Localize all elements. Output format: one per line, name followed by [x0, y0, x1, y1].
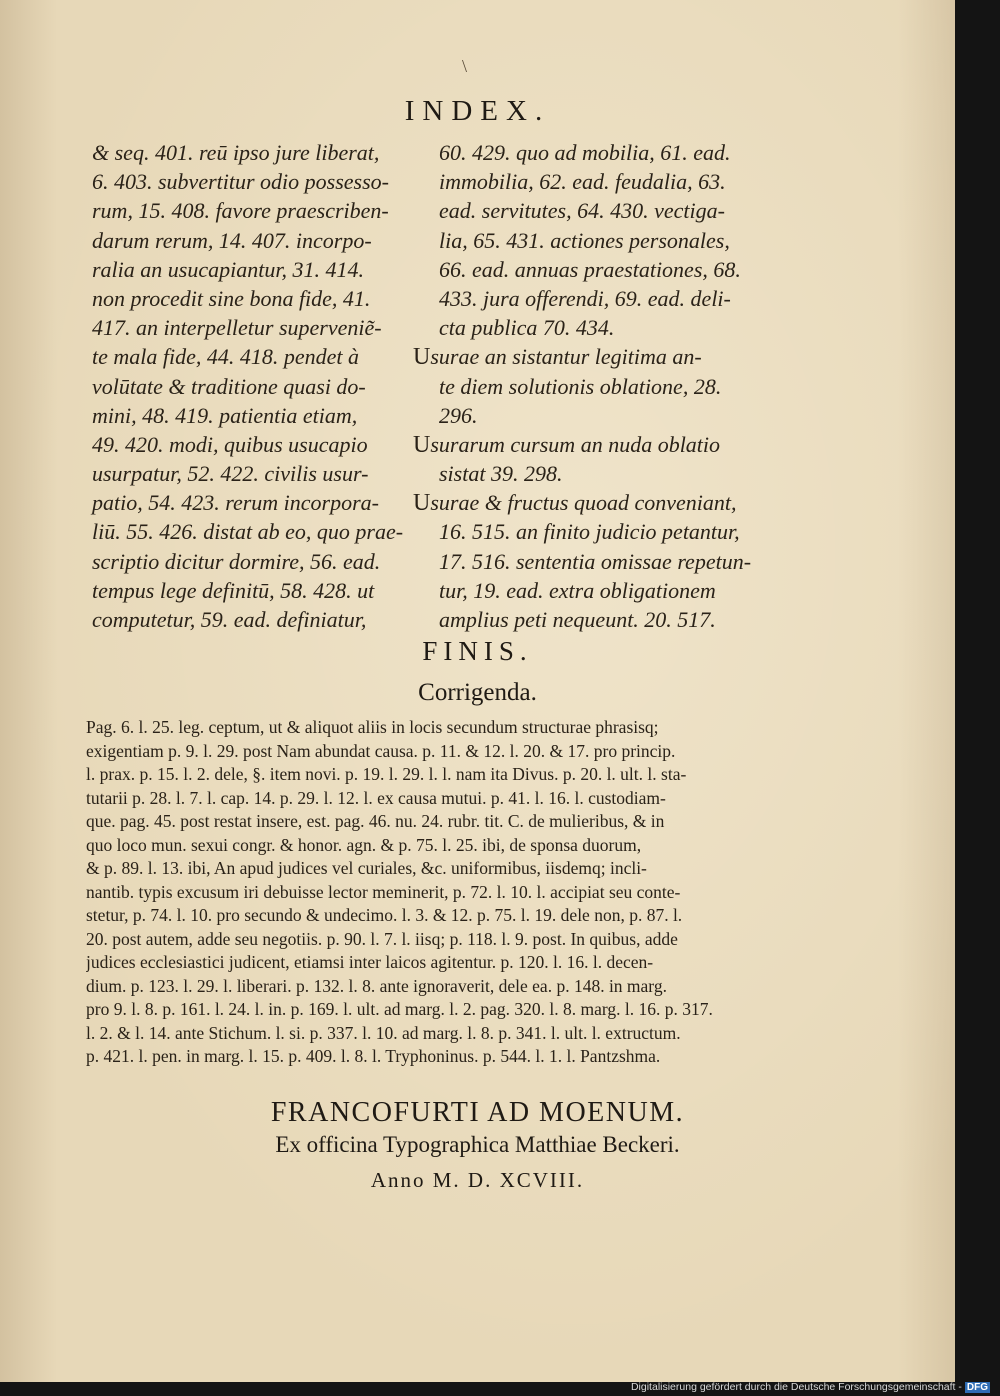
index-line: patio, 54. 423. rerum incorpora- — [92, 490, 380, 516]
imprint-printer: Ex officina Typographica Matthiae Beckeri. — [275, 1132, 680, 1157]
corrigenda-line: l. 2. & l. 14. ante Stichum. l. si. p. 337. l. 10. ad marg. l. 8. p. 341. l. ult. l. extructum. — [86, 1022, 681, 1043]
index-left-column — [92, 138, 404, 634]
imprint-year: Anno M. D. XCVIII. — [370, 1168, 585, 1192]
index-line: 16. 515. an finito judicio petantur, — [439, 519, 740, 545]
index-line: 417. an interpelletur supervenie͂- — [92, 315, 382, 341]
page-mark: \ — [462, 56, 468, 76]
index-line: computetur, 59. ead. definiatur, — [92, 607, 367, 632]
corrigenda-line: que. pag. 45. post restat insere, est. pag. 46. nu. 24. rubr. tit. C. de mulieribus, & in — [86, 811, 665, 831]
index-line: 66. ead. annuas praestationes, 68. — [439, 256, 741, 282]
index-line: mini, 48. 419. patientia etiam, — [92, 402, 358, 428]
finis-heading: FINIS. — [422, 636, 533, 666]
index-entry-heading: Usurae an sistantur legitima an- — [413, 344, 702, 371]
corrigenda-line: nantib. typis excusum iri debuisse lector meminerit, p. 72. l. 10. l. accipiat seu conte- — [86, 881, 681, 902]
corrigenda-line: pro 9. l. 8. p. 161. l. 24. l. in. p. 169. l. ult. ad marg. l. 2. pag. 320. l. 8. marg. l. 16. p. 317. — [86, 999, 713, 1019]
index-line: volūtate & traditione quasi do- — [92, 373, 366, 399]
digitization-credit — [631, 1381, 990, 1393]
index-line: 433. jura offerendi, 69. ead. deli- — [439, 285, 731, 311]
index-line: cta publica 70. 434. — [439, 315, 615, 341]
index-line: te mala fide, 44. 418. pendet à — [92, 344, 360, 370]
corrigenda-line: judices ecclesiastici judicent, etiamsi inter laicos agitentur. p. 120. l. 16. l. decen- — [86, 952, 654, 972]
index-line: sistat 39. 298. — [439, 461, 563, 487]
corrigenda-title: Corrigenda. — [418, 679, 537, 706]
corrigenda-line: 20. post autem, adde seu negotiis. p. 90. l. 7. l. iisq; p. 118. l. 9. post. In quibus, adde — [86, 928, 678, 949]
corrigenda-line: quo loco mun. sexui congr. & honor. agn. & p. 75. l. 25. ibi, de sponsa duorum, — [86, 834, 642, 855]
index-entry-heading: Usurae & fructus quoad conveniant, — [413, 490, 737, 517]
index-header: INDEX. — [404, 95, 551, 127]
index-line: te diem solutionis oblatione, 28. — [439, 373, 722, 399]
index-line: & seq. 401. reū ipso jure liberat, — [92, 140, 380, 165]
index-line: rum, 15. 408. favore praescriben- — [92, 198, 389, 224]
corrigenda-line: stetur, p. 74. l. 10. pro secundo & undecimo. l. 3. & 12. p. 75. l. 19. dele non, p. 87. l. — [86, 905, 683, 925]
index-line: tempus lege definitū, 58. 428. ut — [92, 577, 375, 603]
corrigenda-line: & p. 89. l. 13. ibi, An apud judices vel curiales, &c. uniformibus, iisdemq; incli- — [86, 858, 647, 878]
index-line: usurpatur, 52. 422. civilis usur- — [92, 461, 369, 487]
index-line: immobilia, 62. ead. feudalia, 63. — [439, 169, 726, 195]
index-line: liū. 55. 426. distat ab eo, quo prae- — [92, 519, 404, 545]
dfg-logo: DFG — [966, 1382, 988, 1393]
index-line: darum rerum, 14. 407. incorpo- — [92, 227, 372, 253]
index-line: lia, 65. 431. actiones personales, — [439, 227, 730, 253]
corrigenda-line: tutarii p. 28. l. 7. l. cap. 14. p. 29. l. 12. l. ex causa mutui. p. 41. l. 16. l. custodiam- — [86, 787, 666, 808]
corrigenda-line: l. prax. p. 15. l. 2. dele, §. item novi. p. 19. l. 29. l. l. nam ita Divus. p. 20. l. ult. l. sta- — [86, 764, 687, 784]
index-line: 60. 429. quo ad mobilia, 61. ead. — [439, 140, 731, 165]
corrigenda-line: dium. p. 123. l. 29. l. liberari. p. 132. l. 8. ante ignoraverit, dele ea. p. 148. in marg. — [86, 975, 667, 996]
index-line: ead. servitutes, 64. 430. vectiga- — [439, 198, 725, 224]
index-line: 296. — [439, 402, 478, 428]
index-line: scriptio dicitur dormire, 56. ead. — [92, 548, 381, 574]
index-line: 49. 420. modi, quibus usucapio — [92, 431, 368, 457]
index-entry-heading: Usurarum cursum an nuda oblatio — [413, 431, 721, 458]
index-line: ralia an usucapiantur, 31. 414. — [92, 256, 364, 282]
index-line: 6. 403. subvertitur odio possesso- — [92, 169, 389, 195]
corrigenda-text — [86, 716, 762, 1069]
index-line: tur, 19. ead. extra obligationem — [439, 577, 716, 603]
index-right-column — [413, 138, 752, 634]
index-line: amplius peti nequeunt. 20. 517. — [439, 607, 716, 632]
imprint-city: FRANCOFURTI AD MOENUM. — [270, 1097, 685, 1128]
index-line: non procedit sine bona fide, 41. — [92, 285, 371, 311]
index-line: 17. 516. sententia omissae repetun- — [439, 548, 752, 574]
credit-text: Digitalisierung gefördert durch die Deutsche Forschungsgemeinschaft - — [630, 1381, 962, 1393]
corrigenda-line: exigentiam p. 9. l. 29. post Nam abundat causa. p. 11. & 12. l. 20. & 17. pro princip. — [86, 740, 676, 761]
corrigenda-line: Pag. 6. l. 25. leg. ceptum, ut & aliquot aliis in locis secundum structurae phrasisq; — [86, 717, 659, 737]
corrigenda-line: p. 421. l. pen. in marg. l. 15. p. 409. l. 8. l. Tryphoninus. p. 544. l. 1. l. Pantzshma. — [86, 1046, 661, 1066]
